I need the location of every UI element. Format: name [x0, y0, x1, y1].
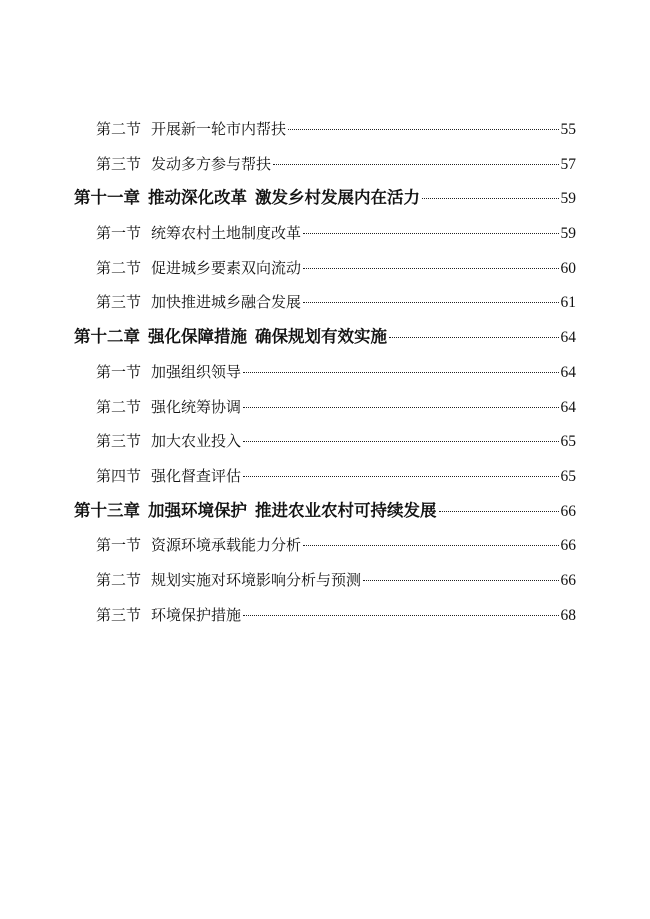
section-number: 第二节: [96, 570, 142, 589]
page-number: 66: [560, 537, 576, 555]
toc-entry-label: [96, 601, 241, 629]
dot-leader: [243, 441, 558, 442]
section-title: 强化督查评估: [151, 466, 242, 485]
toc-entry-label: [96, 115, 286, 143]
section-number: 第一节: [96, 362, 142, 381]
section-number: 第三节: [96, 154, 142, 173]
toc-section-entry[interactable]: [74, 254, 576, 289]
chapter-number: 第十一章: [74, 188, 140, 208]
section-title: 促进城乡要素双向流动: [151, 258, 302, 277]
section-title: 发动多方参与帮扶: [151, 154, 272, 173]
toc-section-entry[interactable]: [74, 150, 576, 185]
dot-leader: [243, 476, 558, 477]
page-number: 68: [560, 606, 576, 624]
section-number: 第一节: [96, 536, 142, 555]
toc-entry-label: [96, 393, 241, 421]
section-number: 第四节: [96, 466, 142, 485]
section-number: 第二节: [96, 397, 142, 416]
chapter-title-part-2: 推进农业农村可持续发展: [255, 500, 437, 520]
page-number: 65: [560, 433, 576, 451]
toc-section-entry[interactable]: [74, 531, 576, 566]
chapter-number: 第十三章: [74, 500, 140, 520]
toc-entry-label: [96, 358, 241, 386]
dot-leader: [303, 302, 558, 303]
page-number: 60: [560, 259, 576, 277]
section-number: 第三节: [96, 293, 142, 312]
chapter-number: 第十二章: [74, 327, 140, 347]
dot-leader: [243, 407, 558, 408]
chapter-title-part-1: 加强环境保护: [148, 500, 247, 520]
section-number: 第三节: [96, 605, 142, 624]
chapter-title-part-1: 推动深化改革: [148, 188, 247, 208]
dot-leader: [439, 511, 559, 512]
page-number: 64: [560, 398, 576, 416]
toc-entry-label: [96, 219, 301, 247]
section-title: 环境保护措施: [151, 605, 242, 624]
section-title: 加快推进城乡融合发展: [151, 293, 302, 312]
dot-leader: [288, 129, 558, 130]
toc-entry-label: [96, 427, 241, 455]
toc-entry-label: [74, 184, 420, 212]
dot-leader: [303, 545, 558, 546]
dot-leader: [273, 164, 558, 165]
section-title: 统筹农村土地制度改革: [151, 224, 302, 243]
toc-entry-label: [96, 288, 301, 316]
dot-leader: [422, 198, 559, 199]
page-number: 65: [560, 467, 576, 485]
toc-entry-label: [96, 566, 361, 594]
toc-chapter-entry[interactable]: [74, 497, 576, 532]
toc-section-entry[interactable]: [74, 566, 576, 601]
toc-section-entry[interactable]: [74, 219, 576, 254]
dot-leader: [243, 372, 558, 373]
toc-section-entry[interactable]: [74, 601, 576, 636]
dot-leader: [243, 615, 558, 616]
chapter-title-part-2: 确保规划有效实施: [255, 327, 387, 347]
section-title: 加大农业投入: [151, 432, 242, 451]
toc-entry-label: [74, 497, 437, 525]
toc-entry-label: [74, 323, 387, 351]
section-title: 开展新一轮市内帮扶: [151, 120, 287, 138]
page-number: 64: [560, 329, 576, 347]
chapter-title-part-2: 激发乡村发展内在活力: [255, 188, 420, 208]
dot-leader: [389, 337, 559, 338]
section-title: 强化统筹协调: [151, 397, 242, 416]
page-number: 57: [560, 155, 576, 173]
section-number: 第二节: [96, 120, 142, 138]
toc-section-entry[interactable]: [74, 358, 576, 393]
section-number: 第一节: [96, 224, 142, 243]
toc-entry-label: [96, 462, 241, 490]
section-number: 第二节: [96, 258, 142, 277]
page-number: 61: [560, 294, 576, 312]
chapter-title-part-1: 强化保障措施: [148, 327, 247, 347]
toc-section-entry[interactable]: [74, 115, 576, 150]
page-number: 66: [560, 502, 576, 520]
section-number: 第三节: [96, 432, 142, 451]
page-number: 55: [560, 121, 576, 138]
dot-leader: [303, 233, 558, 234]
toc-section-entry[interactable]: [74, 427, 576, 462]
table-of-contents: [74, 115, 576, 635]
dot-leader: [363, 580, 558, 581]
section-title: 加强组织领导: [151, 362, 242, 381]
page-number: 59: [560, 190, 576, 208]
toc-section-entry[interactable]: [74, 462, 576, 497]
section-title: 规划实施对环境影响分析与预测: [151, 570, 362, 589]
toc-section-entry[interactable]: [74, 288, 576, 323]
dot-leader: [303, 268, 558, 269]
toc-section-entry[interactable]: [74, 393, 576, 428]
toc-entry-label: [96, 531, 301, 559]
page-number: 66: [560, 571, 576, 589]
page-number: 64: [560, 363, 576, 381]
toc-entry-label: [96, 254, 301, 282]
section-title: 资源环境承载能力分析: [151, 536, 302, 555]
toc-chapter-entry[interactable]: [74, 323, 576, 358]
page-number: 59: [560, 225, 576, 243]
toc-chapter-entry[interactable]: [74, 184, 576, 219]
toc-entry-label: [96, 150, 271, 178]
